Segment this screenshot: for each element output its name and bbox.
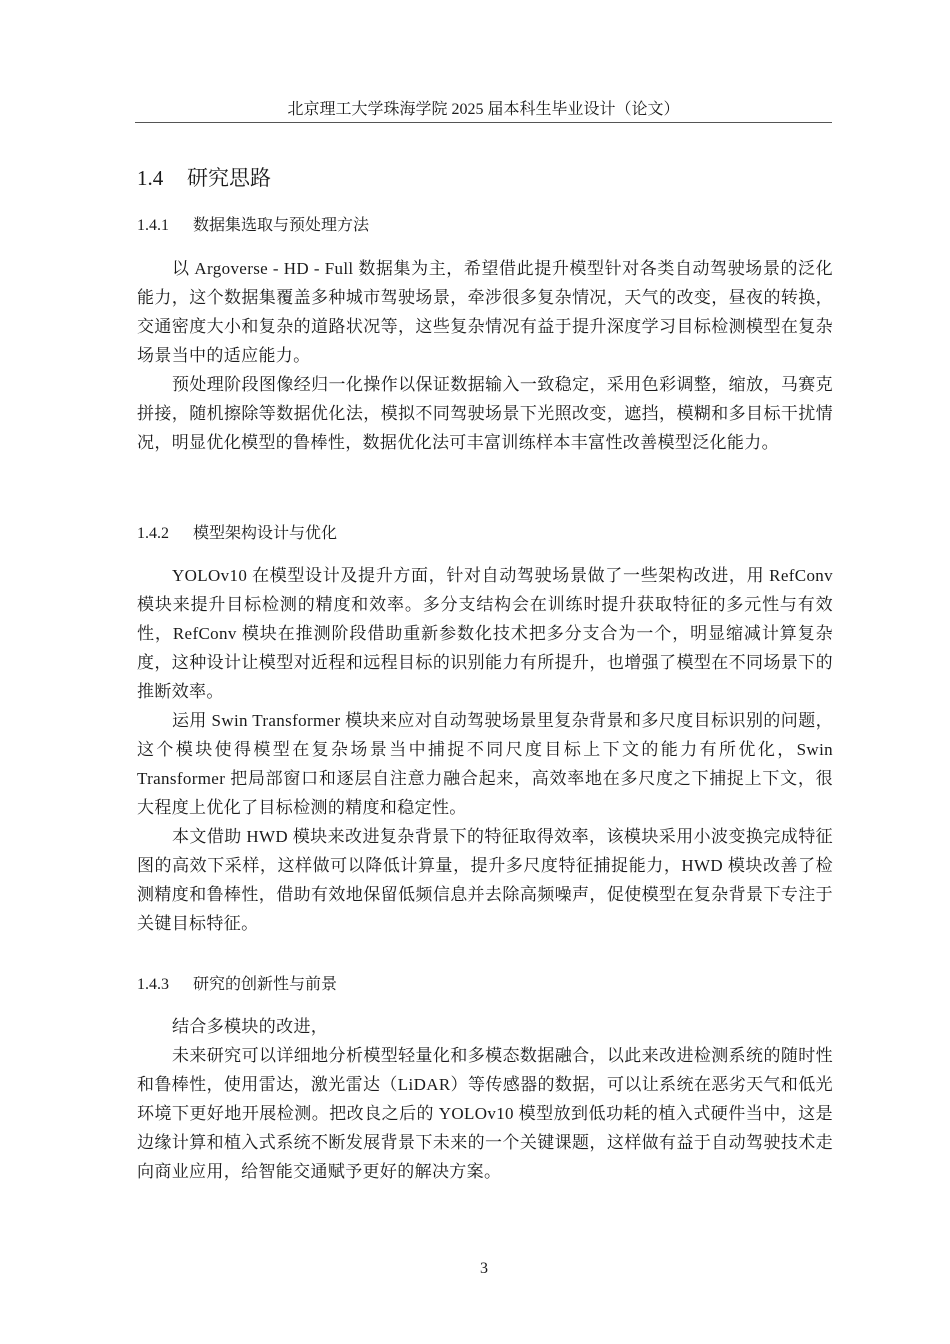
subsection-title: 模型架构设计与优化: [193, 523, 338, 542]
section-title: 研究思路: [187, 166, 271, 190]
paragraph: 结合多模块的改进，: [172, 1017, 329, 1036]
subsection-title: 数据集选取与预处理方法: [193, 215, 370, 234]
subsection-title: 研究的创新性与前景: [193, 974, 338, 993]
paragraph: 预处理阶段图像经归一化操作以保证数据输入一致稳定，采用色彩调整，缩放，马赛克拼接，随机擦除等数据优化法，模拟不同驾驶场景下光照改变，遮挡，模糊和多目标干扰情况，明显优化模型的鲁棒性，数据优化法可丰富训练样本丰富性改善模型泛化能力。: [137, 375, 833, 452]
paragraph: 未来研究可以详细地分析模型轻量化和多模态数据融合，以此来改进检测系统的随时性和鲁棒性，使用雷达，激光雷达（LiDAR）等传感器的数据，可以让系统在恶劣天气和低光环境下更好地开展检测。把改良之后的 YOLOv10 模型放到低功耗的植入式硬件当中，这是边缘计算和植入式系统不断发展背景下未来的一个关键课题，这样做有益于自动驾驶技术走向商业应用，给智能交通赋予更好的解决方案。: [137, 1046, 833, 1181]
page-number: 3: [480, 1260, 488, 1277]
subsection-heading-1-4-2: [137, 522, 337, 545]
paragraph: 运用 Swin Transformer 模块来应对自动驾驶场景里复杂背景和多尺度目标识别的问题，这个模块使得模型在复杂场景当中捕捉不同尺度目标上下文的能力有所优化，Swin Transformer 把局部窗口和逐层自注意力融合起来，高效率地在多尺度之下捕捉上下文，很大程度上优化了目标检测的精度和稳定性。: [137, 711, 833, 817]
section-heading: [137, 164, 271, 192]
subsection-heading-1-4-3: [137, 973, 337, 996]
running-header: 北京理工大学珠海学院 2025 届本科生毕业设计（论文）: [287, 101, 680, 118]
paragraph: YOLOv10 在模型设计及提升方面，针对自动驾驶场景做了一些架构改进，用 RefConv 模块来提升目标检测的精度和效率。多分支结构会在训练时提升获取特征的多元性与有效性，RefConv 模块在推测阶段借助重新参数化技术把多分支合为一个，明显缩减计算复杂度，这种设计让模型对近程和远程目标的识别能力有所提升，也增强了模型在不同场景下的推断效率。: [137, 566, 833, 701]
subsection-number: 1.4.2: [137, 525, 169, 542]
subsection-number: 1.4.1: [137, 217, 169, 234]
header-divider: [135, 122, 832, 123]
section-number: 1.4: [137, 166, 164, 190]
paragraph: 本文借助 HWD 模块来改进复杂背景下的特征取得效率，该模块采用小波变换完成特征图的高效下采样，这样做可以降低计算量，提升多尺度特征捕捉能力，HWD 模块改善了检测精度和鲁棒性，借助有效地保留低频信息并去除高频噪声，促使模型在复杂背景下专注于关键目标特征。: [137, 827, 833, 933]
subsection-heading-1-4-1: [137, 214, 369, 237]
paragraph: 以 Argoverse - HD - Full 数据集为主，希望借此提升模型针对各类自动驾驶场景的泛化能力，这个数据集覆盖多种城市驾驶场景，牵涉很多复杂情况，天气的改变，昼夜的转换，交通密度大小和复杂的道路状况等，这些复杂情况有益于提升深度学习目标检测模型在复杂场景当中的适应能力。: [137, 259, 833, 365]
subsection-number: 1.4.3: [137, 976, 169, 993]
